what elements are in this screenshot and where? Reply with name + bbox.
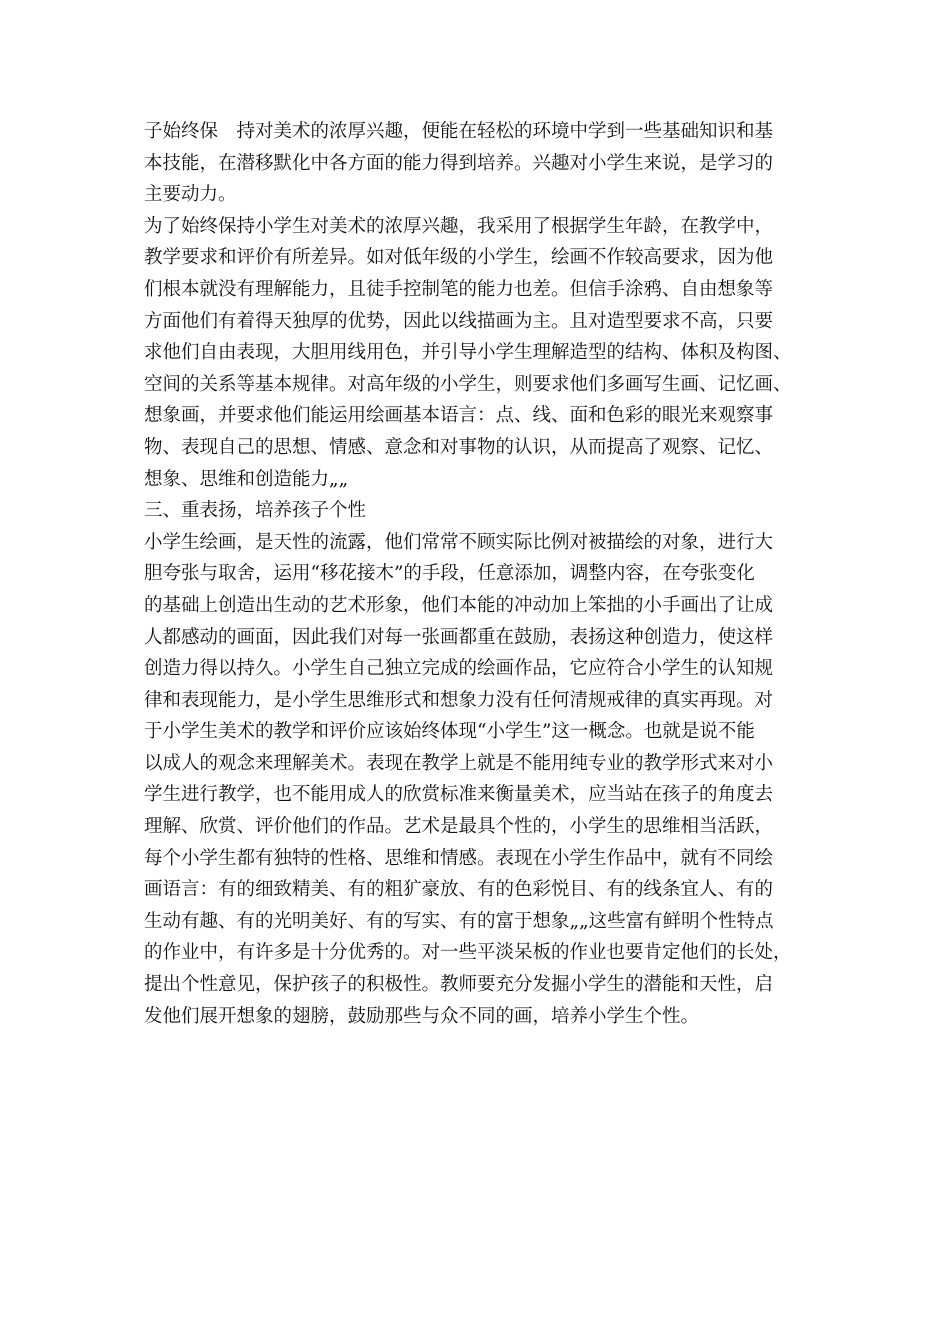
text-line: 发他们展开想象的翅膀，鼓励那些与众不同的画，培养小学生个性。 bbox=[144, 1005, 700, 1027]
text-line: 理解、欣赏、评价他们的作品。艺术是最具个性的，小学生的思维相当活跃， bbox=[144, 816, 774, 838]
text-line: 物、表现自己的思想、情感、意念和对事物的认识，从而提高了观察、记忆、 bbox=[144, 436, 774, 458]
text-line: 小学生绘画，是天性的流露，他们常常不顾实际比例对被描绘的对象，进行大 bbox=[144, 531, 774, 553]
text-line: 求他们自由表现，大胆用线用色，并引导小学生理解造型的结构、体积及构图、 bbox=[144, 342, 792, 364]
text-line: 子始终保 持对美术的浓厚兴趣，便能在轻松的环境中学到一些基础知识和基 bbox=[144, 121, 774, 142]
text-line: 人都感动的画面，因此我们对每一张画都重在鼓励，表扬这种创造力，使这样 bbox=[144, 626, 774, 648]
text-line: 教学要求和评价有所差异。如对低年级的小学生，绘画不作较高要求，因为他 bbox=[144, 247, 774, 269]
text-line: 以成人的观念来理解美术。表现在教学上就是不能用纯专业的教学形式来对小 bbox=[144, 752, 774, 774]
text-line: 空间的关系等基本规律。对高年级的小学生，则要求他们多画写生画、记忆画、 bbox=[144, 373, 792, 395]
text-line: 画语言：有的细致精美、有的粗犷豪放、有的色彩悦目、有的线条宜人、有的 bbox=[144, 879, 774, 901]
text-line: 律和表现能力，是小学生思维形式和想象力没有任何清规戒律的真实再现。对 bbox=[144, 689, 774, 711]
text-line: 想象、思维和创造能力„„ bbox=[144, 468, 349, 490]
body-text bbox=[144, 116, 844, 1032]
text-line: 胆夸张与取舍，运用“移花接木”的手段，任意添加，调整内容，在夸张变化 bbox=[144, 563, 755, 585]
text-line: 生动有趣、有的光明美好、有的写实、有的富于想象„„这些富有鲜明个性特点 bbox=[144, 910, 774, 932]
section-heading: 三、重表扬，培养孩子个性 bbox=[144, 500, 367, 522]
text-line: 方面他们有着得天独厚的优势，因此以线描画为主。且对造型要求不高，只要 bbox=[144, 310, 774, 332]
text-line: 为了始终保持小学生对美术的浓厚兴趣，我采用了根据学生年龄，在教学中， bbox=[144, 215, 774, 237]
text-line: 们根本就没有理解能力，且徒手控制笔的能力也差。但信手涂鸦、自由想象等 bbox=[144, 278, 774, 300]
text-line: 的基础上创造出生动的艺术形象，他们本能的冲动加上笨拙的小手画出了让成 bbox=[144, 594, 774, 616]
text-line: 想象画，并要求他们能运用绘画基本语言：点、线、面和色彩的眼光来观察事 bbox=[144, 405, 774, 427]
text-line: 主要动力。 bbox=[144, 184, 237, 206]
text-line: 每个小学生都有独特的性格、思维和情感。表现在小学生作品中，就有不同绘 bbox=[144, 847, 774, 869]
text-line: 于小学生美术的教学和评价应该始终体现“小学生”这一概念。也就是说不能 bbox=[144, 721, 755, 743]
text-line: 本技能，在潜移默化中各方面的能力得到培养。兴趣对小学生来说，是学习的 bbox=[144, 152, 774, 174]
text-line: 提出个性意见，保护孩子的积极性。教师要充分发掘小学生的潜能和天性，启 bbox=[144, 974, 774, 996]
text-line: 创造力得以持久。小学生自己独立完成的绘画作品，它应符合小学生的认知规 bbox=[144, 658, 774, 680]
text-line: 学生进行教学，也不能用成人的欣赏标准来衡量美术，应当站在孩子的角度去 bbox=[144, 784, 774, 806]
text-line: 的作业中，有许多是十分优秀的。对一些平淡呆板的作业也要肯定他们的长处， bbox=[144, 942, 792, 964]
